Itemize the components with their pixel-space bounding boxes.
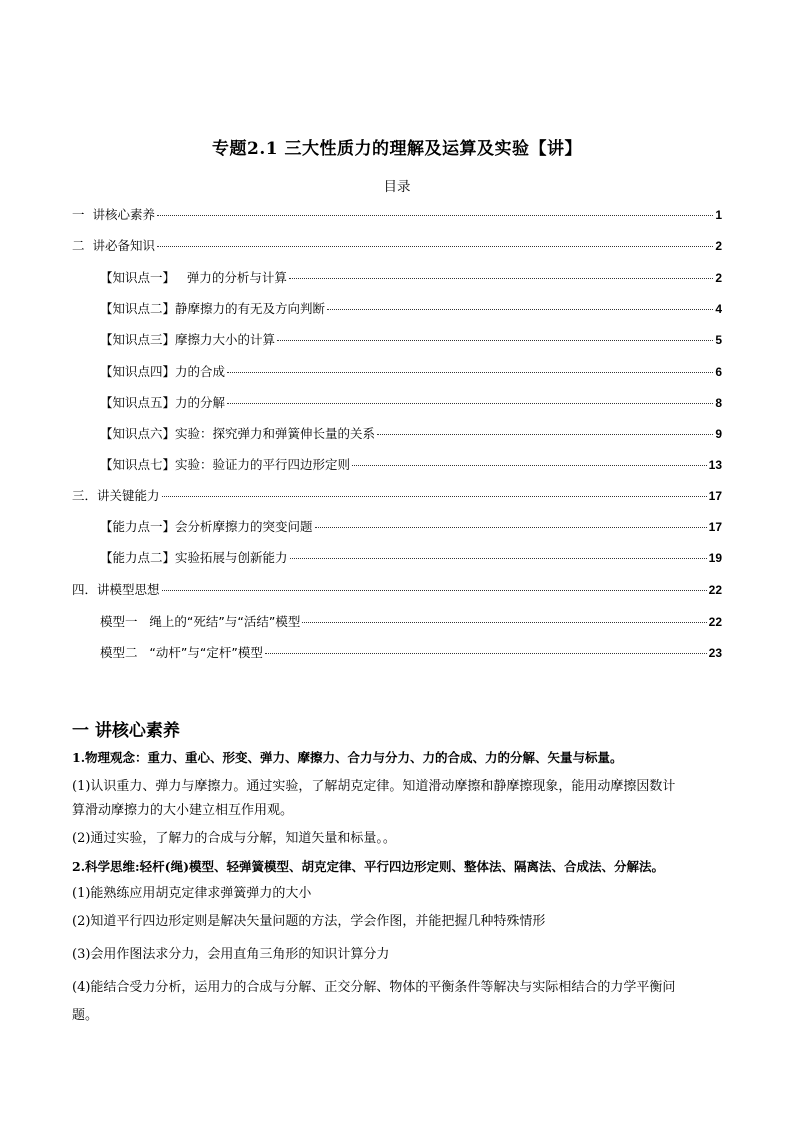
toc-leader	[290, 558, 707, 559]
toc-entry-label: 【知识点四】力的合成	[100, 364, 226, 379]
toc-entry-label: 模型一 绳上的“死结”与“活结”模型	[100, 614, 301, 629]
toc-leader	[289, 278, 713, 279]
toc-page-number: 23	[708, 646, 722, 660]
toc-page-number: 22	[708, 583, 722, 597]
toc-entry-label: 【能力点二】实验拓展与创新能力	[100, 550, 288, 565]
paragraph-line: 1.物理观念：重力、重心、形变、弹力、摩擦力、合力与分力、力的合成、力的分解、矢量与标量。	[72, 750, 623, 765]
toc-entry[interactable]	[72, 205, 722, 225]
toc-entry[interactable]	[100, 612, 722, 632]
paragraph-line: 算滑动摩擦力的大小建立相互作用观。	[72, 803, 294, 818]
paragraph-line: (3)会用作图法求分力，会用直角三角形的知识计算分力	[72, 947, 390, 962]
toc-leader	[377, 434, 713, 435]
toc-entry-label: 【知识点五】力的分解	[100, 395, 226, 410]
toc-entry-label: 【知识点三】摩擦力大小的计算	[100, 332, 276, 347]
toc-page-number: 4	[715, 302, 722, 316]
paragraph-line: 2.科学思维:轻杆(绳)模型、轻弹簧模型、胡克定律、平行四边形定则、整体法、隔离法、合成法、分解法。	[72, 859, 664, 874]
toc-page-number: 1	[715, 208, 722, 222]
paragraph-line: (4)能结合受力分析，运用力的合成与分解、正交分解、物体的平衡条件等解决与实际相结合的力学平衡问	[72, 980, 676, 995]
toc-entry-label: 【知识点六】实验：探究弹力和弹簧伸长量的关系	[100, 426, 376, 441]
toc-entry[interactable]	[72, 580, 722, 600]
toc-leader	[302, 622, 706, 623]
toc-page-number: 22	[708, 615, 722, 629]
toc-entry-label: 模型二 “动杆”与“定杆”模型	[100, 645, 263, 660]
paragraph-line: (1)认识重力、弹力与摩擦力。通过实验，了解胡克定律。知道滑动摩擦和静摩擦现象，能用动摩擦因数计	[72, 779, 676, 794]
paragraph-line: 题。	[72, 1008, 99, 1023]
toc-leader	[227, 403, 713, 404]
toc-entry-label: 四．讲模型思想	[72, 582, 160, 597]
toc-entry-label: 一 讲核心素养	[72, 207, 155, 222]
toc-leader	[162, 590, 707, 591]
toc-entry[interactable]	[100, 268, 722, 288]
toc-page-number: 17	[708, 520, 722, 534]
toc-page-number: 2	[715, 239, 722, 253]
toc-page-number: 8	[715, 396, 722, 410]
toc-page-number: 2	[715, 271, 722, 285]
toc-leader	[327, 309, 713, 310]
toc-leader	[315, 527, 707, 528]
toc-page-number: 17	[708, 489, 722, 503]
toc-entry-label: 【知识点七】实验：验证力的平行四边形定则	[100, 457, 351, 472]
paragraph-line: (2)知道平行四边形定则是解决矢量问题的方法，学会作图，并能把握几种特殊情形	[72, 914, 546, 929]
toc-leader	[157, 215, 713, 216]
toc-entry[interactable]	[100, 424, 722, 444]
section-heading: 一 讲核心素养	[72, 721, 180, 741]
toc-entry[interactable]	[72, 236, 722, 256]
toc-entry-label: 【知识点一】 弹力的分析与计算	[100, 270, 287, 285]
toc-entry[interactable]	[100, 517, 722, 537]
toc-heading: 目录	[383, 179, 411, 195]
toc-page-number: 9	[715, 427, 722, 441]
toc-page-number: 13	[708, 458, 722, 472]
toc-page-number: 6	[715, 365, 722, 379]
toc-page-number: 19	[708, 551, 722, 565]
toc-entry[interactable]	[100, 299, 722, 319]
toc-page-number: 5	[715, 333, 722, 347]
toc-entry[interactable]	[100, 330, 722, 350]
toc-entry-label: 二 讲必备知识	[72, 238, 155, 253]
toc-leader	[352, 465, 707, 466]
paragraph-line: (2)通过实验，了解力的合成与分解，知道矢量和标量。。	[72, 831, 396, 846]
toc-entry[interactable]	[100, 455, 722, 475]
toc-entry-label: 【知识点二】静摩擦力的有无及方向判断	[100, 301, 326, 316]
toc-entry-label: 【能力点一】会分析摩擦力的突变问题	[100, 519, 313, 534]
toc-entry[interactable]	[100, 548, 722, 568]
toc-leader	[265, 653, 707, 654]
paragraph-line: (1)能熟练应用胡克定律求弹簧弹力的大小	[72, 886, 312, 901]
toc-entry[interactable]	[100, 393, 722, 413]
toc-entry[interactable]	[100, 362, 722, 382]
toc-leader	[162, 496, 707, 497]
toc-leader	[227, 372, 713, 373]
toc-leader	[157, 246, 713, 247]
toc-leader	[277, 340, 713, 341]
toc-entry[interactable]	[100, 643, 722, 663]
document-title: 专题2.1 三大性质力的理解及运算及实验【讲】	[212, 139, 582, 159]
toc-entry-label: 三．讲关键能力	[72, 488, 160, 503]
toc-entry[interactable]	[72, 486, 722, 506]
